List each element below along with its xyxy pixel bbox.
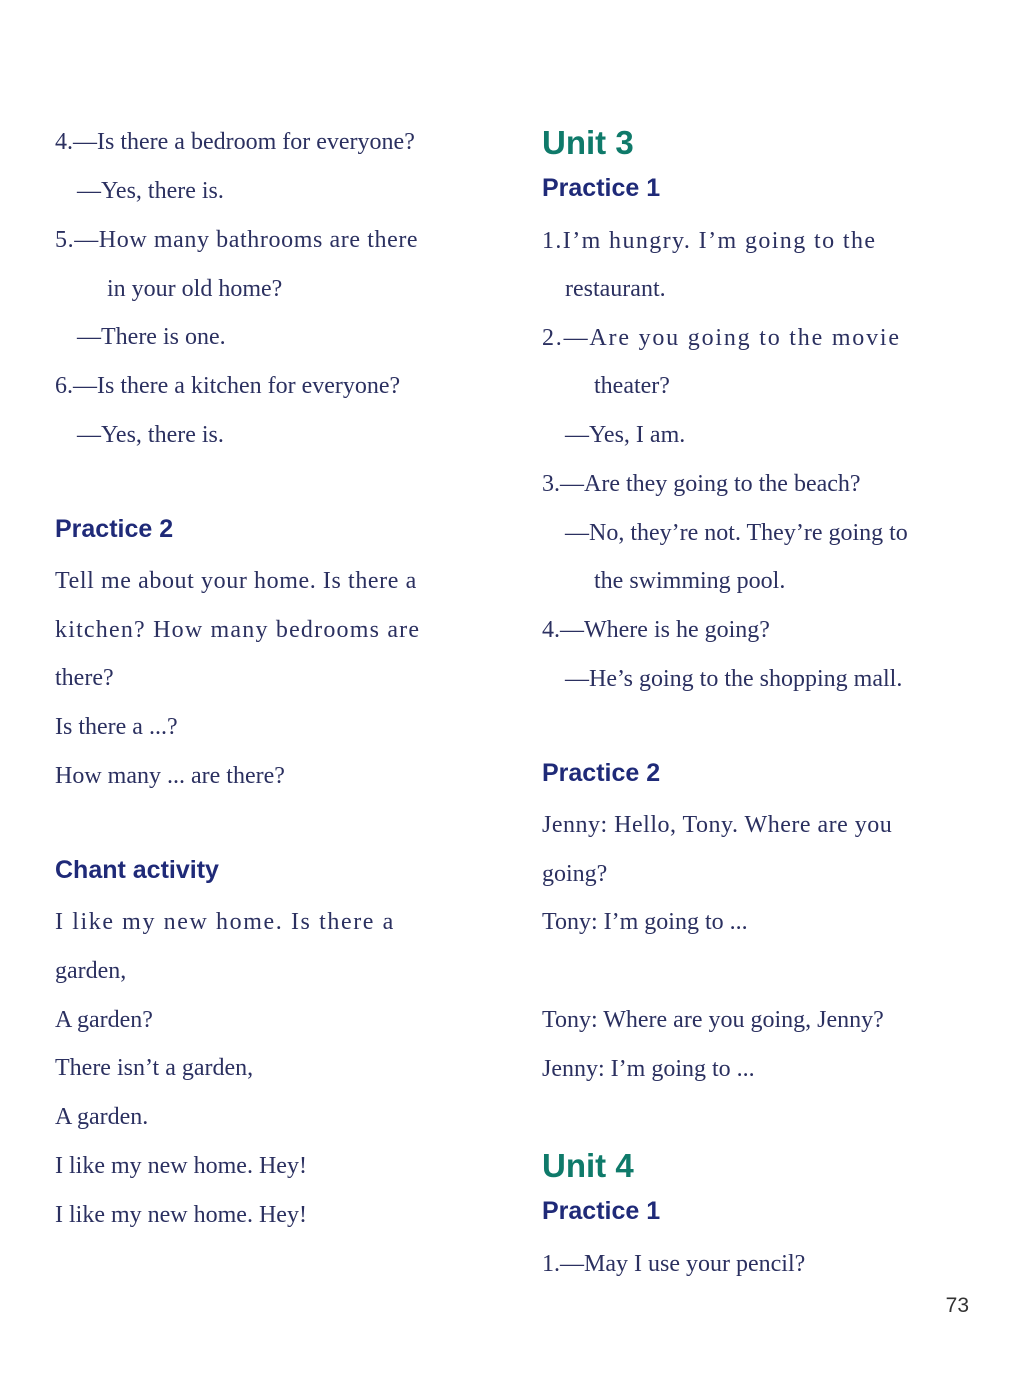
qa-line: 5.—How many bathrooms are there — [55, 227, 419, 253]
qa-line: —Yes, there is. — [77, 178, 224, 204]
qa-line: —Yes, there is. — [77, 422, 224, 448]
unit-4-practice-1-line: 1.—May I use your pencil? — [542, 1251, 806, 1277]
unit-3-practice-1-line: —Yes, I am. — [565, 422, 686, 448]
unit-3-practice-1-line: restaurant. — [565, 276, 666, 302]
unit-3-practice-1-heading: Practice 1 — [542, 174, 661, 202]
chant-line: A garden. — [55, 1104, 149, 1130]
qa-line: 6.—Is there a kitchen for everyone? — [55, 373, 401, 399]
chant-line: I like my new home. Hey! — [55, 1202, 307, 1228]
unit-3-practice-2-line: Tony: Where are you going, Jenny? — [542, 1007, 884, 1033]
unit-3-practice-1-line: theater? — [594, 373, 670, 399]
unit-3-practice-2-line: Jenny: Hello, Tony. Where are you — [542, 812, 893, 838]
unit-3-practice-1-line: 3.—Are they going to the beach? — [542, 471, 861, 497]
practice-2-line: How many ... are there? — [55, 763, 285, 789]
practice-2-line: Tell me about your home. Is there a — [55, 568, 417, 594]
chant-line: I like my new home. Hey! — [55, 1153, 307, 1179]
qa-line: 4.—Is there a bedroom for everyone? — [55, 129, 415, 155]
unit-3-practice-1-line: 4.—Where is he going? — [542, 617, 770, 643]
chant-line: I like my new home. Is there a — [55, 909, 395, 935]
qa-line: —There is one. — [77, 324, 226, 350]
practice-2-line: Is there a ...? — [55, 714, 178, 740]
chant-line: garden, — [55, 958, 127, 984]
unit-4-title: Unit 4 — [542, 1147, 634, 1184]
unit-3-practice-2-line: Jenny: I’m going to ... — [542, 1056, 755, 1082]
chant-line: There isn’t a garden, — [55, 1055, 254, 1081]
unit-3-title: Unit 3 — [542, 124, 634, 161]
unit-3-practice-2-line: Tony: I’m going to ... — [542, 909, 748, 935]
chant-line: A garden? — [55, 1007, 153, 1033]
unit-4-practice-1-heading: Practice 1 — [542, 1197, 661, 1225]
page-number: 73 — [945, 1294, 969, 1317]
qa-line: in your old home? — [107, 276, 283, 302]
practice-2-line: kitchen? How many bedrooms are — [55, 617, 421, 643]
unit-3-practice-2-heading: Practice 2 — [542, 759, 661, 787]
unit-3-practice-1-line: —He’s going to the shopping mall. — [565, 666, 903, 692]
practice-2-heading: Practice 2 — [55, 515, 174, 543]
unit-3-practice-1-line: the swimming pool. — [594, 568, 786, 594]
unit-3-practice-2-line: going? — [542, 861, 608, 887]
unit-3-practice-1-line: 2.—Are you going to the movie — [542, 325, 901, 351]
unit-3-practice-1-line: —No, they’re not. They’re going to — [565, 520, 908, 546]
chant-activity-heading: Chant activity — [55, 856, 219, 884]
unit-3-practice-1-line: 1.I’m hungry. I’m going to the — [542, 228, 877, 254]
practice-2-line: there? — [55, 665, 114, 691]
